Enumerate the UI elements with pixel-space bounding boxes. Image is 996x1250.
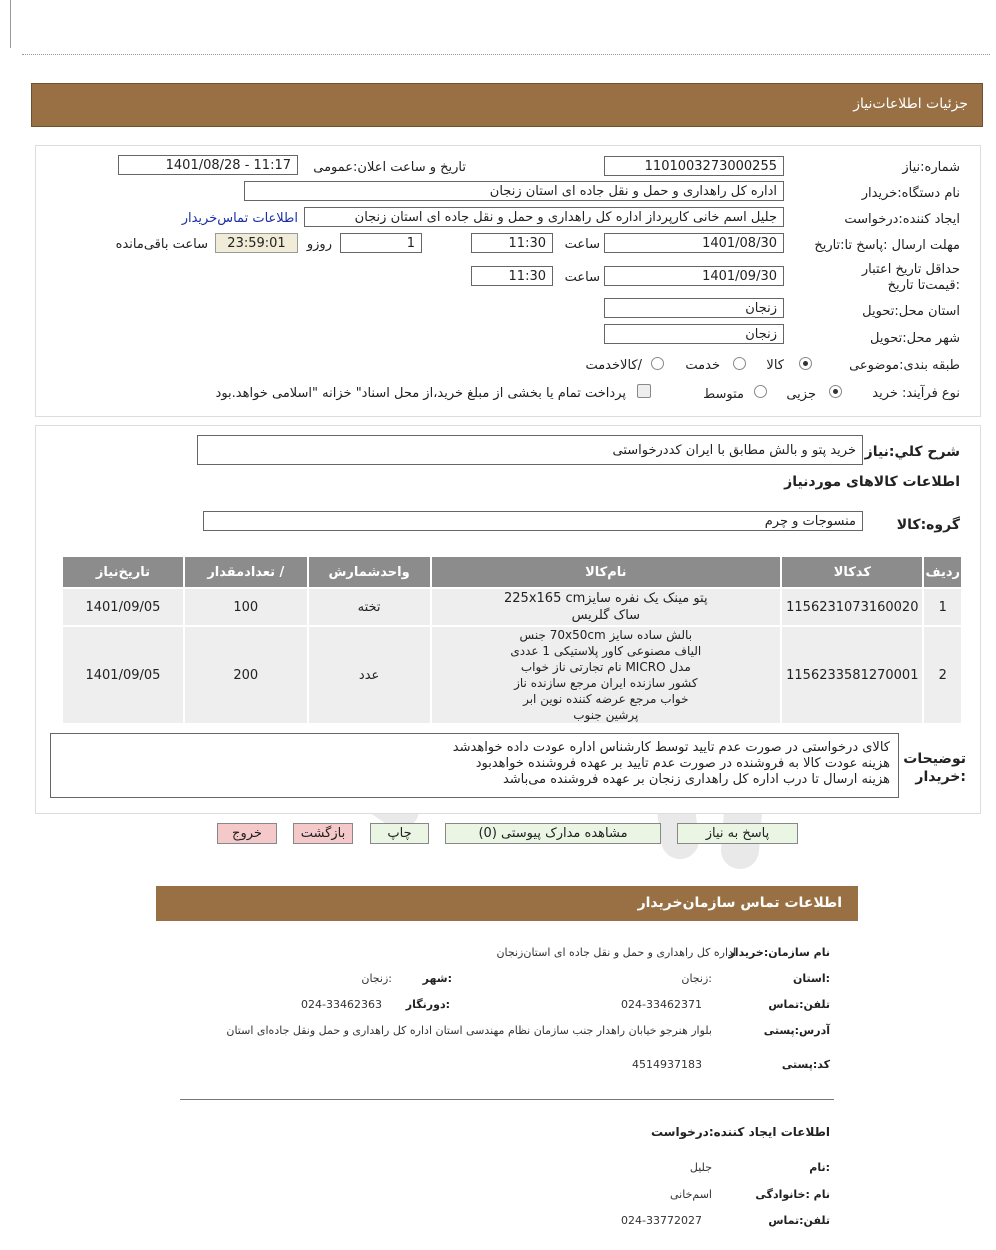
process-radio-minor[interactable] (829, 385, 842, 398)
contact-postal-value: 4514937183 (632, 1058, 702, 1071)
notes-line: هزینه عودت کالا به فروشنده در صورت عدم تایید بر عهده فروشنده خواهدبود (475, 756, 890, 771)
deadline-time-label: ساعت (564, 237, 600, 252)
left-rule (10, 0, 11, 48)
reply-button[interactable]: پاسخ به نیاز (677, 823, 798, 844)
col-name: نام‌کالا (431, 556, 782, 588)
col-date: تاریخ‌نیاز (62, 556, 184, 588)
goods-info-title: اطلاعات کالاهای موردنیاز (784, 474, 960, 490)
cell-code: 1156233581270001 (781, 626, 923, 724)
need-number-field[interactable]: 1101003273000255 (604, 156, 784, 176)
cell-name: پتو مینک یک نفره سایز225x165 cm ساک گلریس (431, 588, 782, 626)
page-title: جزئیات اطلاعات‌نیاز (853, 96, 968, 112)
validity-time-label: ساعت (564, 270, 600, 285)
table-row (62, 588, 962, 626)
buyer-org-field[interactable]: اداره کل راهداری و حمل و نقل جاده ای استان زنجان (244, 181, 784, 201)
category-radio-goods[interactable] (799, 357, 812, 370)
treasury-payment-note: پرداخت تمام یا بخشی از مبلغ خرید،از محل اسناد" خزانه "اسلامی خواهد.بود (215, 386, 626, 401)
buyer-notes-box (50, 733, 899, 798)
view-attachments-button[interactable]: مشاهده مدارک پیوستی (0) (445, 823, 661, 844)
col-qty: / تعدادمقدار (184, 556, 308, 588)
process-radio-medium[interactable] (754, 385, 767, 398)
announce-label: تاریخ و ساعت اعلان:عمومی (313, 160, 466, 175)
cell-date: 1401/09/05 (62, 588, 184, 626)
col-index: ردیف (923, 556, 962, 588)
contact-city-value: :زنجان (361, 972, 392, 985)
creator-phone-value: 024-33772027 (621, 1214, 702, 1227)
need-number-label: شماره:نیاز (902, 160, 960, 175)
table-header-row (62, 556, 962, 588)
deadline-label: مهلت ارسال :پاسخ تا:تاریخ (814, 238, 960, 253)
contact-address-label: آدرس:پستی (763, 1024, 830, 1037)
city-label: شهر محل:تحویل (870, 331, 960, 346)
contact-org-label: نام سازمان:خریدار (728, 946, 830, 959)
contact-city-label: :شهر (422, 972, 452, 985)
days-field[interactable]: 1 (340, 233, 422, 253)
process-option-medium: متوسط (703, 387, 744, 402)
contact-fax-label: :دورنگار (405, 998, 450, 1011)
buyer-notes-label: توضیحات :خریدار (903, 751, 966, 785)
group-field[interactable]: منسوجات و چرم (203, 511, 863, 531)
category-option-goods: کالا (766, 358, 784, 373)
remaining-label: ساعت باقی‌مانده (115, 237, 208, 252)
cell-qty: 200 (184, 626, 308, 724)
announce-field[interactable]: 1401/08/28 - 11:17 (118, 155, 298, 175)
contact-divider (180, 1099, 834, 1100)
contact-province-label: :استان (793, 972, 830, 985)
treasury-payment-checkbox[interactable] (637, 384, 651, 398)
contact-phone-value: 024-33462371 (621, 998, 702, 1011)
contact-fax-value: 024-33462363 (301, 998, 382, 1011)
goods-table (61, 555, 963, 725)
creator-label: ایجاد کننده:درخواست (844, 212, 960, 227)
exit-button[interactable]: خروج (217, 823, 277, 844)
cell-date: 1401/09/05 (62, 626, 184, 724)
page-header-bar (31, 83, 983, 127)
cell-index: 2 (923, 626, 962, 724)
creator-info-title: اطلاعات ایجاد کننده:درخواست (650, 1125, 830, 1139)
process-option-minor: جزیی (786, 387, 816, 402)
col-unit: واحدشمارش (308, 556, 431, 588)
province-label: استان محل:تحویل (862, 304, 960, 319)
category-radio-goods-service[interactable] (651, 357, 664, 370)
summary-label: شرح کلي:نياز (864, 444, 960, 460)
cell-qty: 100 (184, 588, 308, 626)
contact-phone-label: تلفن:تماس (768, 998, 830, 1011)
contact-address-value: بلوار هنرجو خیابان راهدار جنب سازمان نظام مهندسی استان اداره کل راهداری و حمل ونقل جاده‌ای استان (226, 1024, 712, 1037)
buyer-org-label: نام دستگاه:خریدار (861, 186, 960, 201)
back-button[interactable]: بازگشت (293, 823, 353, 844)
validity-time-field[interactable]: 11:30 (471, 266, 553, 286)
cell-name: بالش ساده سایز 70x50cm جنس الیاف مصنوعی کاور پلاستیکی 1 عددی مدل MICRO نام تجارتی ناز خواب کشور سازنده ایران مرجع سازنده ناز خواب مرجع عرضه کننده نوین ابر پرشین جنوب (431, 626, 782, 724)
creator-field[interactable]: جلیل اسم خانی کارپرداز اداره کل راهداری و حمل و نقل جاده ای استان زنجان (304, 207, 784, 227)
contact-org-value: اداره کل راهداری و حمل و نقل جاده ای استان‌زنجان (496, 946, 736, 959)
cell-unit: عدد (308, 626, 431, 724)
contact-postal-label: کد:پستی (781, 1058, 830, 1071)
creator-phone-label: تلفن:تماس (768, 1214, 830, 1227)
category-radio-service[interactable] (733, 357, 746, 370)
group-label: گروه:کالا (896, 517, 960, 533)
province-field[interactable]: زنجان (604, 298, 784, 318)
contact-province-value: :زنجان (681, 972, 712, 985)
table-row (62, 626, 962, 724)
city-field[interactable]: زنجان (604, 324, 784, 344)
validity-label: حداقل تاریخ اعتبار :قیمت‌تا تاریخ (861, 262, 960, 293)
top-dotted-divider (22, 54, 990, 55)
days-label: روزو (306, 237, 332, 252)
contact-section-header (156, 886, 858, 921)
col-code: کدکالا (781, 556, 923, 588)
category-option-service: خدمت (685, 358, 720, 373)
remaining-time-display: 23:59:01 (215, 233, 298, 253)
creator-name-label: :نام (809, 1161, 830, 1174)
category-option-goods-service: /کالاخدمت (585, 358, 642, 373)
cell-code: 1156231073160020 (781, 588, 923, 626)
category-label: طبقه بندی:موضوعی (849, 358, 960, 373)
process-label: نوع فرآیند: خرید (872, 386, 960, 401)
deadline-date-field[interactable]: 1401/08/30 (604, 233, 784, 253)
creator-family-value: اسم‌خانی (670, 1188, 712, 1201)
notes-line: کالای درخواستی در صورت عدم تایید توسط کارشناس اداره عودت داده خواهدشد (452, 740, 890, 755)
summary-field[interactable]: خرید پتو و بالش مطابق با ایران کددرخواستی (197, 435, 863, 465)
deadline-time-field[interactable]: 11:30 (471, 233, 553, 253)
creator-family-label: نام :خانوادگی (755, 1188, 830, 1201)
buyer-contact-link[interactable]: اطلاعات تماس‌خریدار (181, 211, 298, 226)
validity-date-field[interactable]: 1401/09/30 (604, 266, 784, 286)
cell-index: 1 (923, 588, 962, 626)
creator-name-value: جلیل (689, 1161, 712, 1174)
contact-section-title: اطلاعات تماس سازمان‌خریدار (637, 895, 842, 911)
notes-line: هزینه ارسال تا درب اداره کل راهداری زنجان بر عهده فروشنده می‌باشد (502, 772, 890, 787)
cell-unit: تخته (308, 588, 431, 626)
print-button[interactable]: چاپ (370, 823, 429, 844)
